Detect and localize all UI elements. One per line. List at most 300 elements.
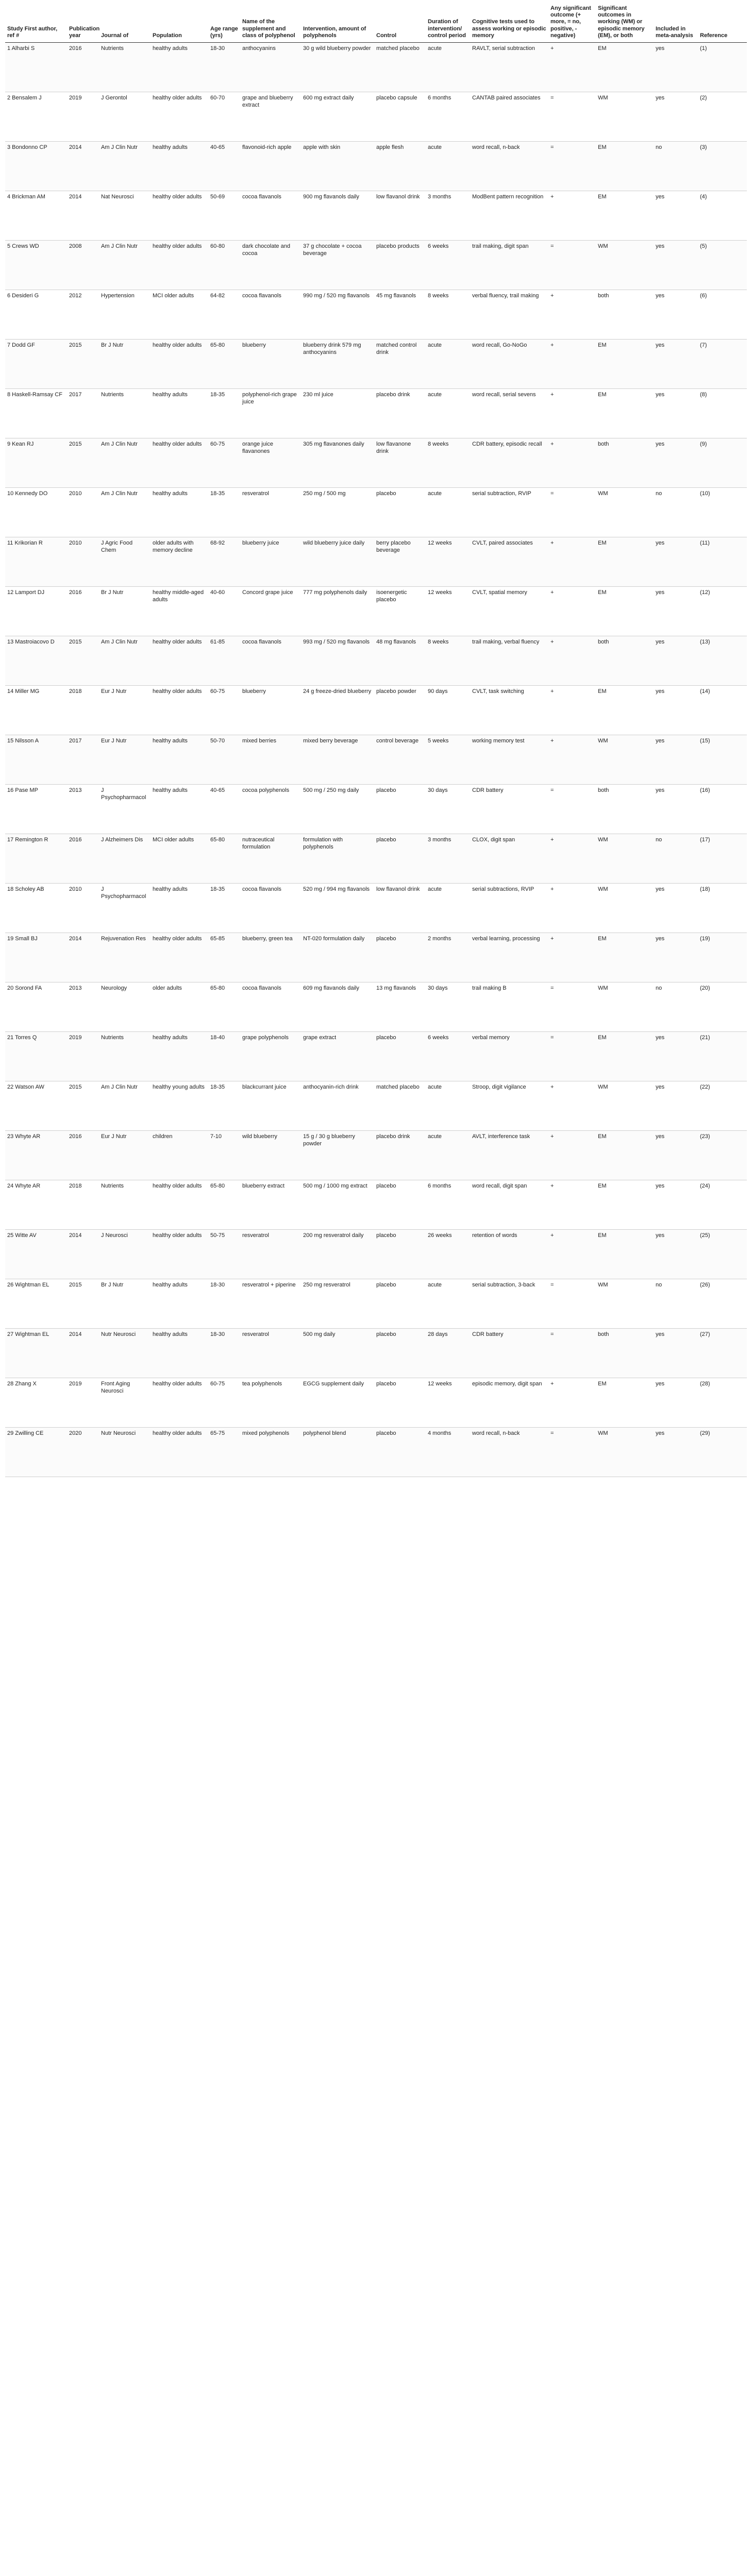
table-cell: 30 g wild blueberry powder xyxy=(301,42,374,92)
table-cell: nutraceutical formulation xyxy=(240,834,301,883)
table-cell: healthy older adults xyxy=(151,1378,208,1427)
table-cell: + xyxy=(548,586,596,636)
table-cell: 900 mg flavanols daily xyxy=(301,191,374,240)
table-cell: 3 months xyxy=(426,834,470,883)
table-cell: 12 weeks xyxy=(426,586,470,636)
table-cell: Eur J Nutr xyxy=(99,685,151,735)
column-header: Significant outcomes in working (WM) or episodic memory (EM), or both xyxy=(596,3,654,42)
table-cell: (28) xyxy=(698,1378,747,1427)
table-cell: (11) xyxy=(698,537,747,586)
table-cell: Nutrients xyxy=(99,42,151,92)
table-cell: matched placebo xyxy=(374,42,426,92)
table-row xyxy=(5,388,747,438)
table-cell: blackcurrant juice xyxy=(240,1081,301,1130)
table-cell: 2019 xyxy=(67,1378,99,1427)
table-cell: 1 Alharbi S xyxy=(5,42,67,92)
table-cell: yes xyxy=(654,191,698,240)
table-cell: 2010 xyxy=(67,487,99,537)
table-cell: cocoa flavanols xyxy=(240,191,301,240)
table-cell: 2015 xyxy=(67,438,99,487)
table-cell: yes xyxy=(654,537,698,586)
table-row xyxy=(5,685,747,735)
table-cell: placebo xyxy=(374,933,426,982)
table-cell: grape and blueberry extract xyxy=(240,92,301,141)
table-cell: (29) xyxy=(698,1427,747,1477)
table-cell: 28 days xyxy=(426,1328,470,1378)
table-row xyxy=(5,982,747,1031)
table-cell: Rejuvenation Res xyxy=(99,933,151,982)
table-row xyxy=(5,1130,747,1180)
table-cell: 23 Whyte AR xyxy=(5,1130,67,1180)
table-cell: = xyxy=(548,1328,596,1378)
table-row xyxy=(5,1229,747,1279)
table-cell: yes xyxy=(654,42,698,92)
table-cell: = xyxy=(548,487,596,537)
table-cell: 26 weeks xyxy=(426,1229,470,1279)
table-cell: 45 mg flavanols xyxy=(374,290,426,339)
table-cell: 7 Dodd GF xyxy=(5,339,67,388)
table-cell: 19 Small BJ xyxy=(5,933,67,982)
table-cell: blueberry xyxy=(240,339,301,388)
table-cell: 15 Nilsson A xyxy=(5,735,67,784)
table-cell: WM xyxy=(596,1279,654,1328)
table-cell: healthy adults xyxy=(151,883,208,933)
table-row xyxy=(5,933,747,982)
table-cell: 7-10 xyxy=(208,1130,240,1180)
table-cell: resveratrol xyxy=(240,1328,301,1378)
table-row xyxy=(5,834,747,883)
table-cell: cocoa flavanols xyxy=(240,290,301,339)
table-cell: 500 mg / 250 mg daily xyxy=(301,784,374,834)
table-cell: + xyxy=(548,883,596,933)
table-cell: yes xyxy=(654,339,698,388)
table-row xyxy=(5,784,747,834)
table-cell: healthy older adults xyxy=(151,438,208,487)
table-cell: placebo xyxy=(374,1229,426,1279)
table-cell: 25 Witte AV xyxy=(5,1229,67,1279)
table-cell: 12 Lamport DJ xyxy=(5,586,67,636)
table-cell: EM xyxy=(596,42,654,92)
table-cell: 12 weeks xyxy=(426,1378,470,1427)
table-cell: Nutrients xyxy=(99,388,151,438)
table-cell: 2 Bensalem J xyxy=(5,92,67,141)
table-cell: yes xyxy=(654,1229,698,1279)
table-cell: 5 weeks xyxy=(426,735,470,784)
table-row xyxy=(5,141,747,191)
table-cell: no xyxy=(654,1279,698,1328)
table-cell: Nat Neurosci xyxy=(99,191,151,240)
table-cell: (8) xyxy=(698,388,747,438)
table-cell: 29 Zwilling CE xyxy=(5,1427,67,1477)
table-cell: EM xyxy=(596,933,654,982)
table-cell: (21) xyxy=(698,1031,747,1081)
table-cell: EM xyxy=(596,685,654,735)
table-cell: mixed berry beverage xyxy=(301,735,374,784)
table-cell: 48 mg flavanols xyxy=(374,636,426,685)
table-cell: 14 Miller MG xyxy=(5,685,67,735)
table-cell: 2016 xyxy=(67,834,99,883)
table-cell: (14) xyxy=(698,685,747,735)
table-cell: serial subtraction, 3-back xyxy=(470,1279,548,1328)
table-row xyxy=(5,1427,747,1477)
table-cell: MCI older adults xyxy=(151,290,208,339)
table-cell: + xyxy=(548,1130,596,1180)
table-cell: EM xyxy=(596,1031,654,1081)
table-cell: 6 weeks xyxy=(426,240,470,290)
table-cell: 28 Zhang X xyxy=(5,1378,67,1427)
column-header: Journal of xyxy=(99,3,151,42)
table-cell: Nutr Neurosci xyxy=(99,1427,151,1477)
table-cell: Eur J Nutr xyxy=(99,1130,151,1180)
table-row xyxy=(5,1081,747,1130)
table-cell: 6 months xyxy=(426,92,470,141)
table-cell: healthy middle-aged adults xyxy=(151,586,208,636)
table-cell: CVLT, spatial memory xyxy=(470,586,548,636)
table-cell: 18-40 xyxy=(208,1031,240,1081)
table-cell: WM xyxy=(596,883,654,933)
table-cell: yes xyxy=(654,438,698,487)
table-cell: verbal learning, processing xyxy=(470,933,548,982)
table-cell: = xyxy=(548,1427,596,1477)
table-cell: Am J Clin Nutr xyxy=(99,438,151,487)
table-cell: yes xyxy=(654,290,698,339)
table-cell: low flavanone drink xyxy=(374,438,426,487)
table-cell: yes xyxy=(654,1130,698,1180)
table-row xyxy=(5,735,747,784)
table-cell: 65-80 xyxy=(208,339,240,388)
table-cell: placebo xyxy=(374,784,426,834)
table-cell: = xyxy=(548,240,596,290)
table-row xyxy=(5,1279,747,1328)
table-cell: blueberry xyxy=(240,685,301,735)
table-row xyxy=(5,92,747,141)
table-cell: + xyxy=(548,191,596,240)
table-cell: EM xyxy=(596,1180,654,1229)
table-cell: 60-75 xyxy=(208,438,240,487)
table-cell: both xyxy=(596,290,654,339)
table-cell: acute xyxy=(426,1279,470,1328)
table-cell: word recall, serial sevens xyxy=(470,388,548,438)
table-cell: 2015 xyxy=(67,636,99,685)
table-cell: no xyxy=(654,141,698,191)
table-cell: Br J Nutr xyxy=(99,1279,151,1328)
table-cell: 27 Wightman EL xyxy=(5,1328,67,1378)
table-cell: Am J Clin Nutr xyxy=(99,636,151,685)
table-cell: 4 Brickman AM xyxy=(5,191,67,240)
table-cell: 2016 xyxy=(67,1130,99,1180)
table-cell: acute xyxy=(426,388,470,438)
table-cell: trail making B xyxy=(470,982,548,1031)
table-cell: (16) xyxy=(698,784,747,834)
table-cell: (6) xyxy=(698,290,747,339)
table-cell: older adults with memory decline xyxy=(151,537,208,586)
table-cell: wild blueberry xyxy=(240,1130,301,1180)
table-cell: 2015 xyxy=(67,1081,99,1130)
table-cell: tea polyphenols xyxy=(240,1378,301,1427)
table-cell: 990 mg / 520 mg flavanols xyxy=(301,290,374,339)
table-cell: EM xyxy=(596,339,654,388)
table-cell: 2013 xyxy=(67,784,99,834)
table-cell: 2018 xyxy=(67,685,99,735)
table-cell: (9) xyxy=(698,438,747,487)
table-cell: = xyxy=(548,1279,596,1328)
column-header: Age range (yrs) xyxy=(208,3,240,42)
table-cell: WM xyxy=(596,834,654,883)
table-cell: (1) xyxy=(698,42,747,92)
table-cell: Am J Clin Nutr xyxy=(99,141,151,191)
table-cell: healthy adults xyxy=(151,1031,208,1081)
table-cell: 9 Kean RJ xyxy=(5,438,67,487)
table-cell: yes xyxy=(654,1328,698,1378)
table-cell: 22 Watson AW xyxy=(5,1081,67,1130)
table-cell: CDR battery xyxy=(470,784,548,834)
table-cell: EM xyxy=(596,388,654,438)
table-header xyxy=(5,3,747,42)
table-cell: + xyxy=(548,339,596,388)
table-cell: (19) xyxy=(698,933,747,982)
table-cell: 60-75 xyxy=(208,1378,240,1427)
table-cell: both xyxy=(596,438,654,487)
table-cell: placebo drink xyxy=(374,388,426,438)
table-cell: healthy older adults xyxy=(151,1229,208,1279)
table-cell: 11 Krikorian R xyxy=(5,537,67,586)
table-cell: 2014 xyxy=(67,191,99,240)
table-cell: yes xyxy=(654,685,698,735)
table-cell: placebo xyxy=(374,1031,426,1081)
table-cell: 60-75 xyxy=(208,685,240,735)
table-cell: (18) xyxy=(698,883,747,933)
table-cell: placebo capsule xyxy=(374,92,426,141)
table-cell: EM xyxy=(596,191,654,240)
table-cell: cocoa flavanols xyxy=(240,636,301,685)
table-cell: 65-85 xyxy=(208,933,240,982)
table-cell: 8 weeks xyxy=(426,636,470,685)
table-cell: placebo products xyxy=(374,240,426,290)
table-cell: resveratrol + piperine xyxy=(240,1279,301,1328)
table-cell: J Alzheimers Dis xyxy=(99,834,151,883)
table-cell: 18-35 xyxy=(208,388,240,438)
table-cell: 2010 xyxy=(67,537,99,586)
table-cell: children xyxy=(151,1130,208,1180)
table-cell: Br J Nutr xyxy=(99,339,151,388)
table-cell: yes xyxy=(654,1378,698,1427)
table-cell: WM xyxy=(596,487,654,537)
table-cell: acute xyxy=(426,883,470,933)
table-cell: word recall, n-back xyxy=(470,1427,548,1477)
table-cell: CDR battery xyxy=(470,1328,548,1378)
table-cell: (5) xyxy=(698,240,747,290)
table-cell: WM xyxy=(596,240,654,290)
table-cell: matched control drink xyxy=(374,339,426,388)
table-cell: yes xyxy=(654,1081,698,1130)
table-cell: low flavanol drink xyxy=(374,191,426,240)
table-cell: + xyxy=(548,1378,596,1427)
table-cell: CVLT, paired associates xyxy=(470,537,548,586)
table-cell: 6 months xyxy=(426,1180,470,1229)
table-cell: (20) xyxy=(698,982,747,1031)
table-cell: 65-80 xyxy=(208,982,240,1031)
table-cell: 2019 xyxy=(67,92,99,141)
table-cell: = xyxy=(548,1031,596,1081)
table-cell: 20 Sorond FA xyxy=(5,982,67,1031)
table-cell: 15 g / 30 g blueberry powder xyxy=(301,1130,374,1180)
table-cell: trail making, digit span xyxy=(470,240,548,290)
table-cell: 40-60 xyxy=(208,586,240,636)
table-cell: 65-75 xyxy=(208,1427,240,1477)
table-cell: resveratrol xyxy=(240,487,301,537)
table-cell: Br J Nutr xyxy=(99,586,151,636)
table-cell: 21 Torres Q xyxy=(5,1031,67,1081)
table-row xyxy=(5,1031,747,1081)
table-cell: placebo xyxy=(374,1427,426,1477)
table-cell: blueberry extract xyxy=(240,1180,301,1229)
table-cell: healthy older adults xyxy=(151,685,208,735)
table-cell: wild blueberry juice daily xyxy=(301,537,374,586)
table-cell: 609 mg flavanols daily xyxy=(301,982,374,1031)
table-cell: no xyxy=(654,982,698,1031)
table-cell: anthocyanin-rich drink xyxy=(301,1081,374,1130)
table-cell: healthy older adults xyxy=(151,92,208,141)
table-cell: 2015 xyxy=(67,339,99,388)
table-cell: flavonoid-rich apple xyxy=(240,141,301,191)
table-cell: 18-30 xyxy=(208,1279,240,1328)
table-cell: cocoa flavanols xyxy=(240,883,301,933)
table-cell: trail making, verbal fluency xyxy=(470,636,548,685)
table-cell: 2010 xyxy=(67,883,99,933)
table-cell: acute xyxy=(426,1081,470,1130)
table-cell: (7) xyxy=(698,339,747,388)
table-cell: 3 months xyxy=(426,191,470,240)
table-cell: healthy adults xyxy=(151,784,208,834)
table-cell: serial subtraction, RVIP xyxy=(470,487,548,537)
table-cell: yes xyxy=(654,636,698,685)
table-cell: (3) xyxy=(698,141,747,191)
column-header: Any significant outcome (+ more, = no, positive, - negative) xyxy=(548,3,596,42)
table-cell: (15) xyxy=(698,735,747,784)
table-cell: 305 mg flavanones daily xyxy=(301,438,374,487)
table-cell: WM xyxy=(596,92,654,141)
table-cell: CDR battery, episodic recall xyxy=(470,438,548,487)
table-cell: 2017 xyxy=(67,735,99,784)
table-cell: 61-85 xyxy=(208,636,240,685)
table-cell: 18 Scholey AB xyxy=(5,883,67,933)
table-cell: 10 Kennedy DO xyxy=(5,487,67,537)
table-cell: + xyxy=(548,388,596,438)
table-cell: EM xyxy=(596,1378,654,1427)
table-cell: yes xyxy=(654,1427,698,1477)
table-cell: yes xyxy=(654,92,698,141)
table-cell: healthy young adults xyxy=(151,1081,208,1130)
table-cell: + xyxy=(548,1180,596,1229)
table-cell: 24 Whyte AR xyxy=(5,1180,67,1229)
table-cell: NT-020 formulation daily xyxy=(301,933,374,982)
table-row xyxy=(5,636,747,685)
table-cell: healthy adults xyxy=(151,1279,208,1328)
table-cell: 65-80 xyxy=(208,834,240,883)
table-cell: word recall, n-back xyxy=(470,141,548,191)
table-cell: 2014 xyxy=(67,933,99,982)
table-cell: 13 Mastroiacovo D xyxy=(5,636,67,685)
table-row xyxy=(5,537,747,586)
header-row xyxy=(5,3,747,42)
table-cell: 18-35 xyxy=(208,487,240,537)
table-cell: acute xyxy=(426,42,470,92)
table-cell: Nutr Neurosci xyxy=(99,1328,151,1378)
table-cell: resveratrol xyxy=(240,1229,301,1279)
table-cell: 2014 xyxy=(67,141,99,191)
table-cell: acute xyxy=(426,487,470,537)
table-row xyxy=(5,586,747,636)
table-cell: RAVLT, serial subtraction xyxy=(470,42,548,92)
table-cell: + xyxy=(548,537,596,586)
table-cell: blueberry drink 579 mg anthocyanins xyxy=(301,339,374,388)
column-header: Population xyxy=(151,3,208,42)
table-cell: (24) xyxy=(698,1180,747,1229)
table-cell: 250 mg / 500 mg xyxy=(301,487,374,537)
table-cell: CLOX, digit span xyxy=(470,834,548,883)
table-cell: + xyxy=(548,1229,596,1279)
table-cell: AVLT, interference task xyxy=(470,1130,548,1180)
table-cell: 50-70 xyxy=(208,735,240,784)
table-cell: placebo xyxy=(374,834,426,883)
table-cell: mixed polyphenols xyxy=(240,1427,301,1477)
table-cell: 60-70 xyxy=(208,92,240,141)
table-cell: 40-65 xyxy=(208,784,240,834)
table-cell: healthy adults xyxy=(151,388,208,438)
table-cell: (10) xyxy=(698,487,747,537)
table-cell: = xyxy=(548,982,596,1031)
table-cell: placebo xyxy=(374,1328,426,1378)
table-cell: yes xyxy=(654,784,698,834)
column-header: Duration of intervention/ control period xyxy=(426,3,470,42)
table-cell: grape polyphenols xyxy=(240,1031,301,1081)
table-cell: yes xyxy=(654,735,698,784)
table-cell: WM xyxy=(596,735,654,784)
table-cell: 12 weeks xyxy=(426,537,470,586)
table-cell: control beverage xyxy=(374,735,426,784)
table-cell: Neurology xyxy=(99,982,151,1031)
table-cell: = xyxy=(548,784,596,834)
column-header: Publication year xyxy=(67,3,99,42)
table-cell: 6 weeks xyxy=(426,1031,470,1081)
table-cell: 500 mg daily xyxy=(301,1328,374,1378)
table-cell: polyphenol blend xyxy=(301,1427,374,1477)
table-cell: acute xyxy=(426,339,470,388)
table-cell: 4 months xyxy=(426,1427,470,1477)
table-cell: placebo drink xyxy=(374,1130,426,1180)
table-cell: 5 Crews WD xyxy=(5,240,67,290)
table-cell: yes xyxy=(654,933,698,982)
table-cell: 777 mg polyphenols daily xyxy=(301,586,374,636)
table-cell: (17) xyxy=(698,834,747,883)
table-cell: yes xyxy=(654,883,698,933)
table-cell: healthy older adults xyxy=(151,240,208,290)
table-cell: Am J Clin Nutr xyxy=(99,1081,151,1130)
table-cell: 18-30 xyxy=(208,42,240,92)
table-cell: healthy adults xyxy=(151,735,208,784)
table-cell: Concord grape juice xyxy=(240,586,301,636)
table-cell: healthy adults xyxy=(151,1328,208,1378)
table-cell: + xyxy=(548,42,596,92)
table-cell: + xyxy=(548,685,596,735)
table-cell: + xyxy=(548,834,596,883)
table-cell: + xyxy=(548,1081,596,1130)
table-cell: 520 mg / 994 mg flavanols xyxy=(301,883,374,933)
table-cell: 16 Pase MP xyxy=(5,784,67,834)
table-cell: word recall, Go-NoGo xyxy=(470,339,548,388)
table-cell: acute xyxy=(426,141,470,191)
table-cell: 13 mg flavanols xyxy=(374,982,426,1031)
